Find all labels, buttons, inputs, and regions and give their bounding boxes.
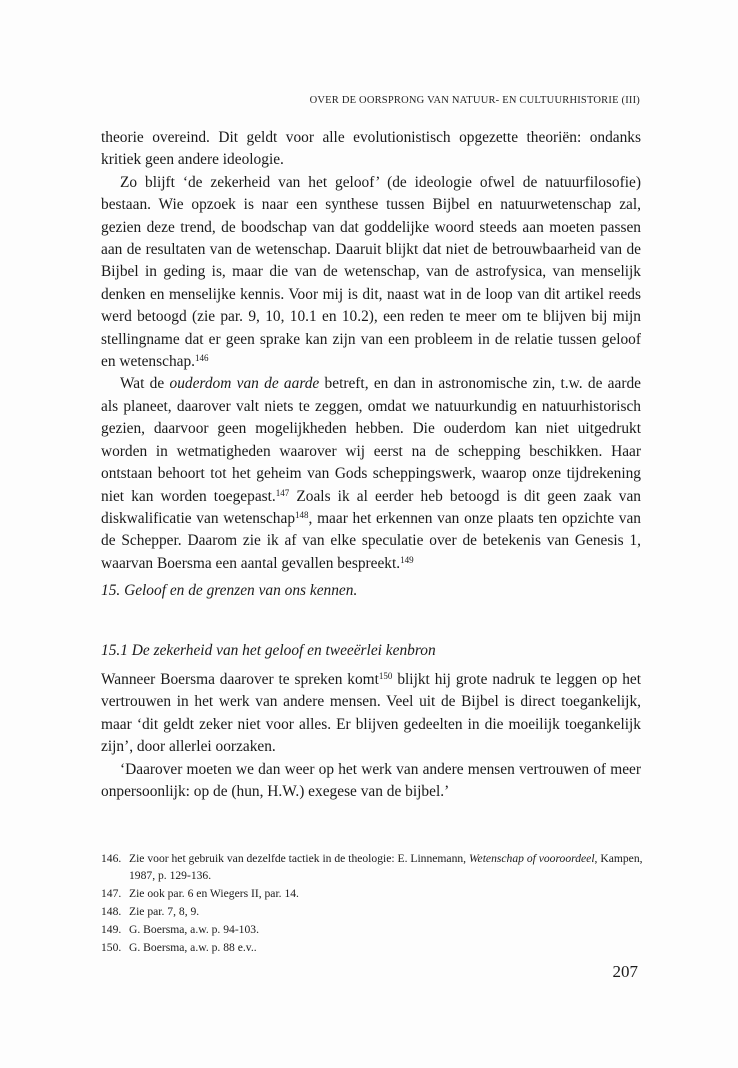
body-text-lower bbox=[101, 669, 641, 803]
section-heading-15-1: 15.1 De zekerheid van het geloof en tweeërlei kenbron bbox=[101, 642, 436, 659]
footnote-ref-150: 150 bbox=[378, 671, 393, 681]
footnote-text-b: , Kampen, 1987, p. 129-136. bbox=[129, 852, 643, 882]
footnote-150 bbox=[101, 940, 646, 957]
footnote-number: 150. bbox=[101, 941, 122, 955]
footnote-ref-149: 149 bbox=[400, 554, 414, 565]
footnote-146 bbox=[101, 851, 646, 884]
footnote-ref-146: 146 bbox=[195, 353, 209, 364]
footnote-number: 147. bbox=[101, 886, 122, 900]
footnote-148 bbox=[101, 904, 646, 921]
body-text-upper bbox=[101, 127, 641, 575]
footnote-147 bbox=[101, 886, 646, 903]
footnote-ref-147: 147 bbox=[275, 487, 290, 498]
paragraph-3-text-a: Wat de bbox=[120, 375, 170, 393]
section-heading-15: 15. Geloof en de grenzen van ons kennen. bbox=[101, 582, 358, 599]
footnote-text: G. Boersma, a.w. p. 94-103. bbox=[129, 923, 259, 937]
footnote-number: 148. bbox=[101, 904, 122, 918]
paragraph-1: theorie overeind. Dit geldt voor alle evolutionistisch opgezette theoriën: ondanks kritiek geen andere ideologie. bbox=[101, 129, 641, 169]
footnote-text-a: Zie voor het gebruik van dezelfde tactiek in de theologie: E. Linnemann, bbox=[129, 852, 469, 865]
running-head: OVER DE OORSPRONG VAN NATUUR- EN CULTUURHISTORIE (III) bbox=[309, 95, 640, 106]
footnote-149 bbox=[101, 922, 646, 939]
footnote-number: 149. bbox=[101, 923, 122, 937]
paragraph-2-text: Zo blijft ‘de zekerheid van het geloof’ (de ideologie ofwel de natuurfilosofie) bestaan. Wie opzoek is naar een synthese tussen Bijbel en natuurwetenschap zal, gezien deze trend, de boodschap van dat goddelijke woord steeds aan moeten passen aan de resultaten van de wetenschap. Daaruit blijkt dat niet de betrouwbaarheid van de Bijbel in geding is, maar die van de wetenschap, van de astrofysica, van menselijk denken en menselijke kennis. Voor mij is dit, naast wat in de loop van dit artikel reeds werd betoogd (zie par. 9, 10, 10.1 en 10.2), een reden te meer om te blijven bij mijn stellingname dat er geen sprake kan zijn van een probleem in de relatie tussen geloof en wetenschap. bbox=[101, 173, 641, 371]
paragraph-3 bbox=[101, 373, 641, 575]
footnote-text: G. Boersma, a.w. p. 88 e.v.. bbox=[129, 941, 257, 955]
paragraph-4 bbox=[101, 669, 641, 759]
paragraph-3-text-d: Zoals ik al eerder heb betoogd is dit geen zaak van diskwalificatie van wetenschap bbox=[101, 487, 641, 527]
paragraph-3-text-c: betreft, en dan in astronomische zin, t.w. de aarde als planeet, daarover valt niets te zeggen, omdat we natuurkundig en natuurhistorisch gezien, daarvoor geen mogelijkheden hebben. Die ouderdom kan niet uitgedrukt worden in wetmatigheden waarover wij eerst na de schepping beschikken. Haar ontstaan behoort tot het geheim van Gods scheppingswerk, waarop onze tijdrekening niet kan worden toegepast. bbox=[101, 375, 641, 505]
page-number: 207 bbox=[612, 962, 638, 981]
paragraph-3-italic: ouderdom van de aarde bbox=[169, 375, 320, 393]
footnote-ref-148: 148 bbox=[295, 509, 309, 520]
paragraph-4-text-b: blijkt hij grote nadruk te leggen op het vertrouwen in het werk van andere mensen. Veel uit de Bijbel is direct toegankelijk, maar ‘dit geldt zeker niet voor alles. Er blijven gedeelten in die moeilijk toegankelijk zijn’, door allerlei oorzaken. bbox=[101, 671, 641, 756]
footnotes bbox=[101, 851, 646, 959]
footnote-number: 146. bbox=[101, 852, 122, 865]
paragraph-2 bbox=[101, 172, 641, 374]
paragraph-3-text-e: , maar het erkennen van onze plaats ten opzichte van de Schepper. Daarom zie ik af van elke speculatie over de betekenis van Genesis 1, waarvan Boersma een aantal gevallen bespreekt. bbox=[101, 509, 641, 572]
paragraph-4-text-a: Wanneer Boersma daarover te spreken komt bbox=[101, 671, 379, 688]
footnote-text bbox=[129, 851, 646, 884]
footnote-text: Zie par. 7, 8, 9. bbox=[129, 904, 200, 918]
paragraph-5: ‘Daarover moeten we dan weer op het werk van andere mensen vertrouwen of meer onpersoonlijk: op de (hun, H.W.) exegese van de bijbel.’ bbox=[101, 760, 641, 801]
footnote-book-title: Wetenschap of vooroordeel bbox=[468, 852, 595, 865]
footnote-text: Zie ook par. 6 en Wiegers II, par. 14. bbox=[129, 886, 299, 900]
